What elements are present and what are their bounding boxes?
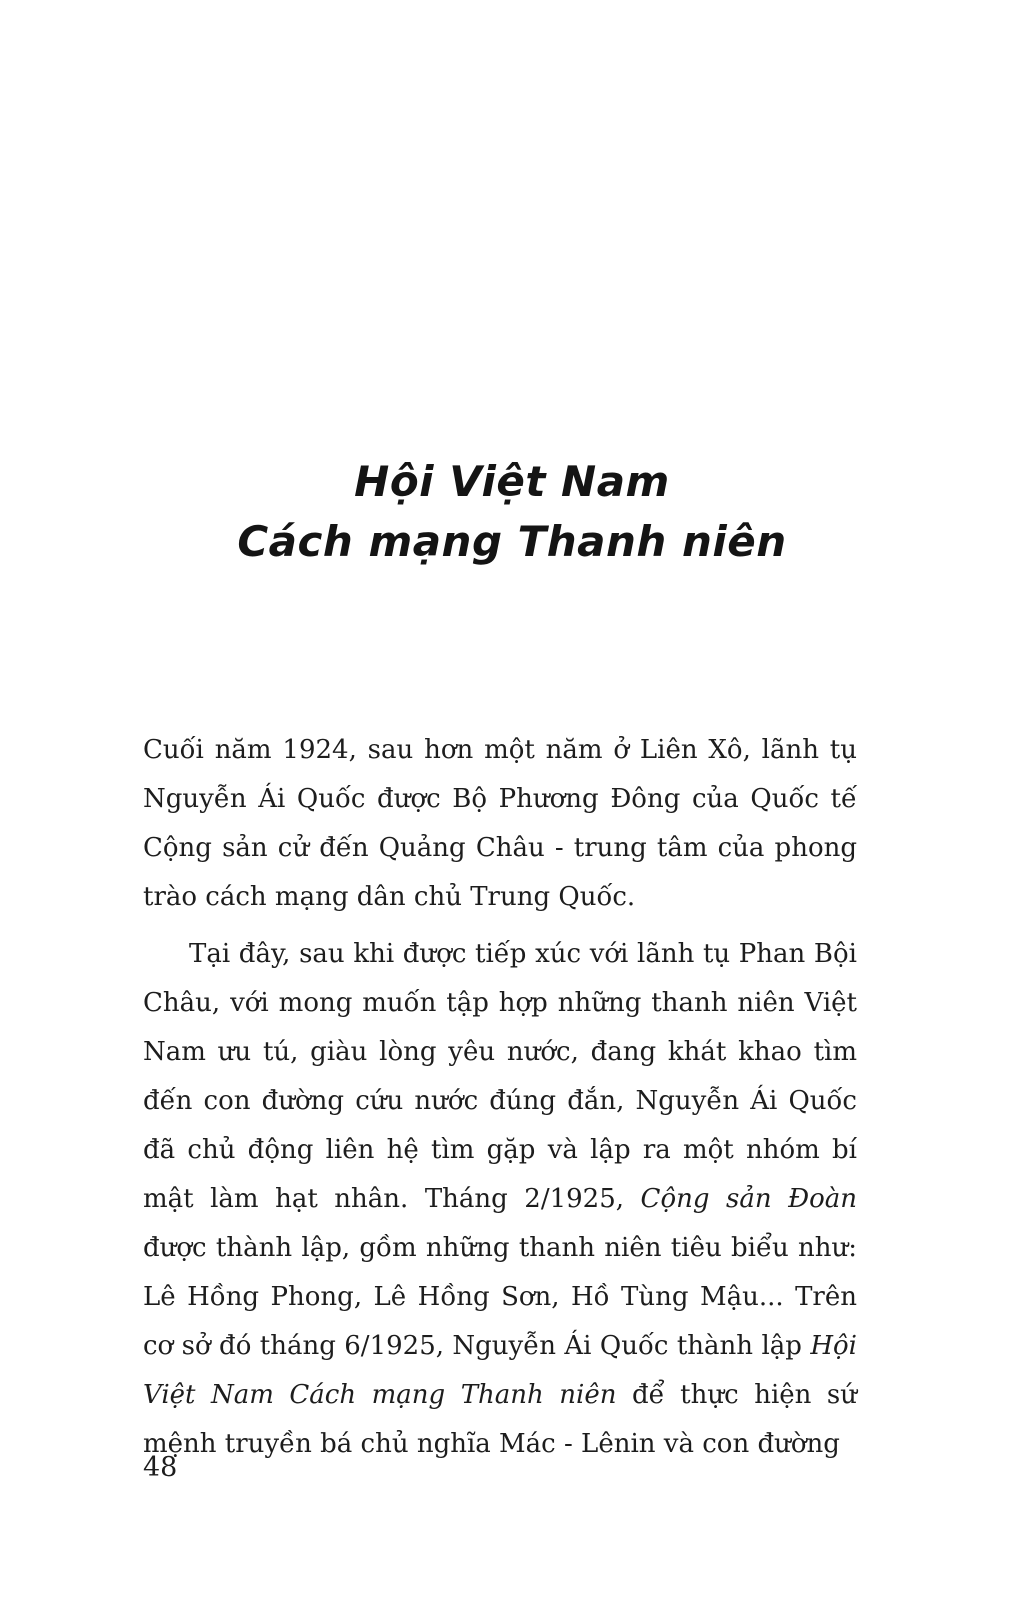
- paragraph-2-segment-3: được thành lập, gồm những thanh niên tiêu biểu như: Lê Hồng Phong, Lê Hồng Sơn, Hồ Tùng Mậu... Trên cơ sở đó tháng 6/1925, Nguyễn Ái Quốc thành lập: [143, 1233, 857, 1361]
- chapter-title-line-2: Cách mạng Thanh niên: [237, 517, 787, 566]
- paragraph-2-segment-1: Tại đây, sau khi được tiếp xúc với lãnh tụ Phan Bội Châu, với mong muốn tập hợp những thanh niên Việt Nam ưu tú, giàu lòng yêu nước, đang khát khao tìm đến con đường cứu nước đúng đắn, Nguyễn Ái Quốc đã chủ động liên hệ tìm gặp và lập ra một nhóm bí mật làm hạt nhân. Tháng 2/1925,: [143, 939, 857, 1214]
- paragraph-2-segment-5: để thực hiện sứ mệnh truyền bá chủ nghĩa Mác - Lênin và con đường: [143, 1380, 857, 1459]
- body-text: [143, 726, 857, 1469]
- paragraph-1: Cuối năm 1924, sau hơn một năm ở Liên Xô, lãnh tụ Nguyễn Ái Quốc được Bộ Phương Đông của Quốc tế Cộng sản cử đến Quảng Châu - trung tâm của phong trào cách mạng dân chủ Trung Quốc.: [143, 735, 857, 912]
- paragraph-2-italic-term-2: Hội Việt Nam Cách mạng Thanh niên: [143, 1331, 857, 1410]
- page-number: 48: [143, 1452, 178, 1483]
- paragraph-2: [143, 930, 857, 1469]
- chapter-title-line-1: Hội Việt Nam: [354, 457, 670, 506]
- paragraph-2-italic-term-1: Cộng sản Đoàn: [640, 1184, 857, 1214]
- chapter-title: [0, 452, 1024, 572]
